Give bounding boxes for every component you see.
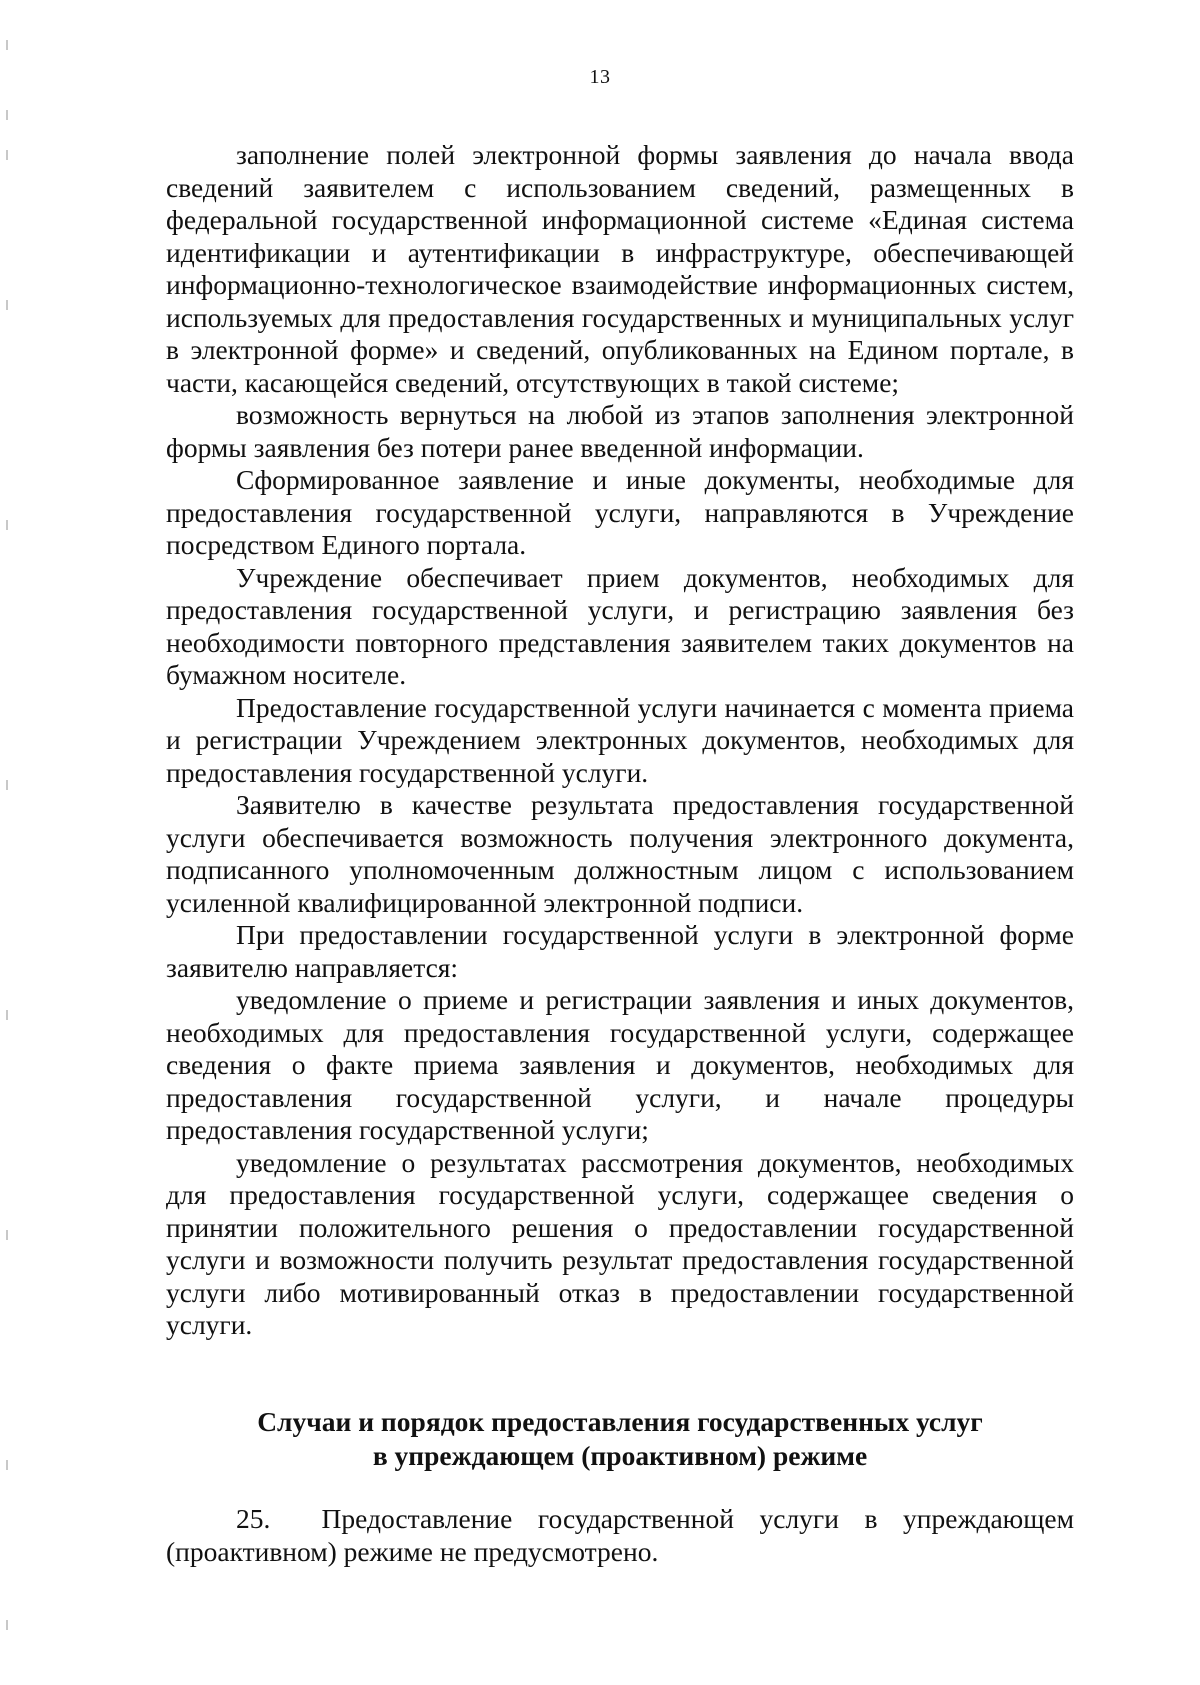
body-text <box>166 139 1074 1342</box>
paragraph: уведомление о результатах рассмотрения документов, необходимых для предоставления государственной услуги, содержащее сведения о принятии положительного решения о предоставлении государственной услуги и возможности получить результат предоставления государственной услуги либо мотивированный отказ в предоставлении государственной услуги. <box>166 1146 1074 1340</box>
section-heading <box>166 1405 1074 1473</box>
paragraph: Заявителю в качестве результата предоставления государственной услуги обеспечивается возможность получения электронного документа, подписанного уполномоченным должностным лицом с использованием усиленной квалифицированной электронной подписи. <box>166 789 1074 918</box>
paragraph: уведомление о приеме и регистрации заявления и иных документов, необходимых для предоставления государственной услуги, содержащее сведения о факте приема заявления и документов, необходимых для предоставления государственной услуги, и начале процедуры предоставления государственной услуги; <box>166 984 1074 1145</box>
paragraph: возможность вернуться на любой из этапов заполнения электронной формы заявления без потери ранее введенной информации. <box>166 399 1074 463</box>
paragraph: При предоставлении государственной услуги в электронной форме заявителю направляется: <box>166 919 1074 983</box>
paragraph: Учреждение обеспечивает прием документов, необходимых для предоставления государственной услуги, и регистрацию заявления без необходимости повторного представления заявителем таких документов на бумажном носителе. <box>166 561 1074 690</box>
section-heading-line: в упреждающем (проактивном) режиме <box>372 1440 868 1471</box>
paragraph: заполнение полей электронной формы заявления до начала ввода сведений заявителем с использованием сведений, размещенных в федеральной государственной информационной системе «Единая система идентификации и аутентификации в инфраструктуре, обеспечивающей информационно-технологическое взаимодействие информационных систем, используемых для предоставления государственных и муниципальных услуг в электронной форме» и сведений, опубликованных на Едином портале, в части, касающейся сведений, отсутствующих в такой системе; <box>166 139 1074 398</box>
paragraph: Предоставление государственной услуги начинается с момента приема и регистрации Учреждением электронных документов, необходимых для предоставления государственной услуги. <box>166 691 1074 788</box>
page-number: 13 <box>589 66 611 88</box>
paragraph: Сформированное заявление и иные документы, необходимые для предоставления государственной услуги, направляются в Учреждение посредством Единого портала. <box>166 464 1074 560</box>
section-25-text <box>166 1503 1081 1568</box>
section-heading-line: Случаи и порядок предоставления государственных услуг <box>257 1406 983 1437</box>
scan-edge-marks <box>6 0 10 1685</box>
paragraph: 25. Предоставление государственной услуги в упреждающем (проактивном) режиме не предусмотрено. <box>166 1503 1081 1567</box>
